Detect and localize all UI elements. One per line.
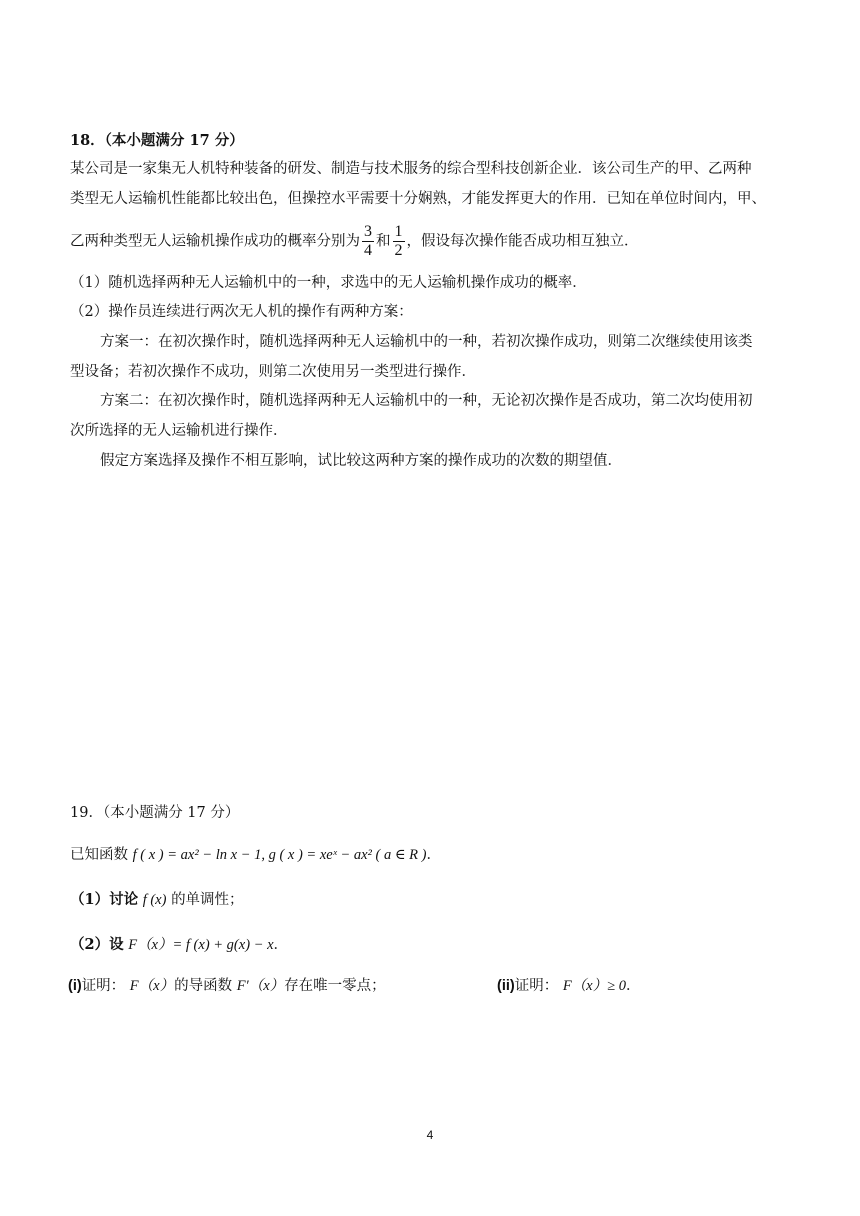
q19-part-1-suffix: 的单调性； [171,892,244,908]
fraction-denominator: 4 [364,242,372,259]
q19-part-1-prefix: （1）讨论 [70,891,139,908]
q19-part-2-suffix: ． [273,937,289,953]
q19-subpart-i-text-b: 的导函数 [174,978,233,994]
q18-scheme-1-line-2: 型设备；若初次操作不成功，则第二次使用另一类型进行操作． [70,364,476,380]
q19-stem-suffix: ． [426,847,441,863]
q19-subpart-ii-label: (ii) [497,978,515,994]
q19-part-1 [70,890,244,910]
q19-subpart-ii-formula: F（x）≥ 0 [562,978,626,994]
q18-stem-line-3a: 乙两种类型无人运输机操作成功的概率分别为 [70,233,360,250]
fraction-denominator: 2 [394,242,403,259]
page-number: 4 [426,1128,434,1142]
q18-scheme-1-line-1: 方案一：在初次操作时，随机选择两种无人运输机中的一种，若初次操作成功，则第二次继续使用该类 [100,334,753,350]
q18-part-1: （1）随机选择两种无人运输机中的一种，求选中的无人运输机操作成功的概率． [70,275,587,291]
q19-subpart-ii-suffix: ． [625,978,641,994]
q19-subpart-i-label: (i) [68,978,82,994]
q19-header [70,803,239,823]
q18-scheme-2-line-2: 次所选择的无人运输机进行操作． [70,423,288,439]
q19-header-text: 19．（本小题满分 17 分） [70,805,240,821]
q18-stem-line-3 [70,223,639,260]
q18-stem-line-3b: 和 [376,233,391,250]
fraction-numerator: 1 [394,223,403,240]
q18-header: 18．（本小题满分 17 分） [70,132,244,149]
q18-part-2: （2）操作员连续进行两次无人机的操作有两种方案： [70,304,413,320]
fraction-one-half [393,223,405,260]
q18-stem-line-3c: ，假设每次操作能否成功相互独立． [406,233,639,250]
q19-subpart-i-F: F（x） [129,978,175,994]
q18-assumption: 假定方案选择及操作不相互影响，试比较这两种方案的操作成功的次数的期望值． [100,453,622,469]
q18-scheme-2-line-1: 方案二：在初次操作时，随机选择两种无人运输机中的一种，无论初次操作是否成功，第二次均使用初 [100,393,753,409]
fraction-three-quarters [362,223,374,260]
q18-stem-line-2: 类型无人运输机性能都比较出色，但操控水平需要十分娴熟，才能发挥更大的作用．已知在单位时间内，甲、 [70,191,766,207]
q19-subpart-i-text-c: 存在唯一零点； [284,978,386,994]
fraction-numerator: 3 [364,223,372,240]
q19-part-2 [70,935,288,955]
q19-stem-prefix: 已知函数 [70,847,128,863]
q18-stem-line-1: 某公司是一家集无人机特种装备的研发、制造与技术服务的综合型科技创新企业．该公司生产的甲、乙两种 [70,161,752,177]
q19-stem [70,845,441,865]
q19-subpart-ii-text-a: 证明： [514,978,559,994]
q19-part-2-prefix: （2）设 [70,936,124,953]
q19-part-2-formula: F（x）= f (x) + g(x) − x [128,937,274,953]
q19-part-1-fx: f (x) [142,892,167,908]
q19-function-definitions: f ( x ) = ax² − ln x − 1, g ( x ) = xeˣ − ax² ( a ∈ R ) [132,847,427,863]
q19-subpart-ii [497,976,640,996]
q19-subpart-i-Fprime: F′（x） [236,978,285,994]
q19-subpart-i-text-a: 证明： [81,978,126,994]
q19-subpart-i [68,976,386,996]
